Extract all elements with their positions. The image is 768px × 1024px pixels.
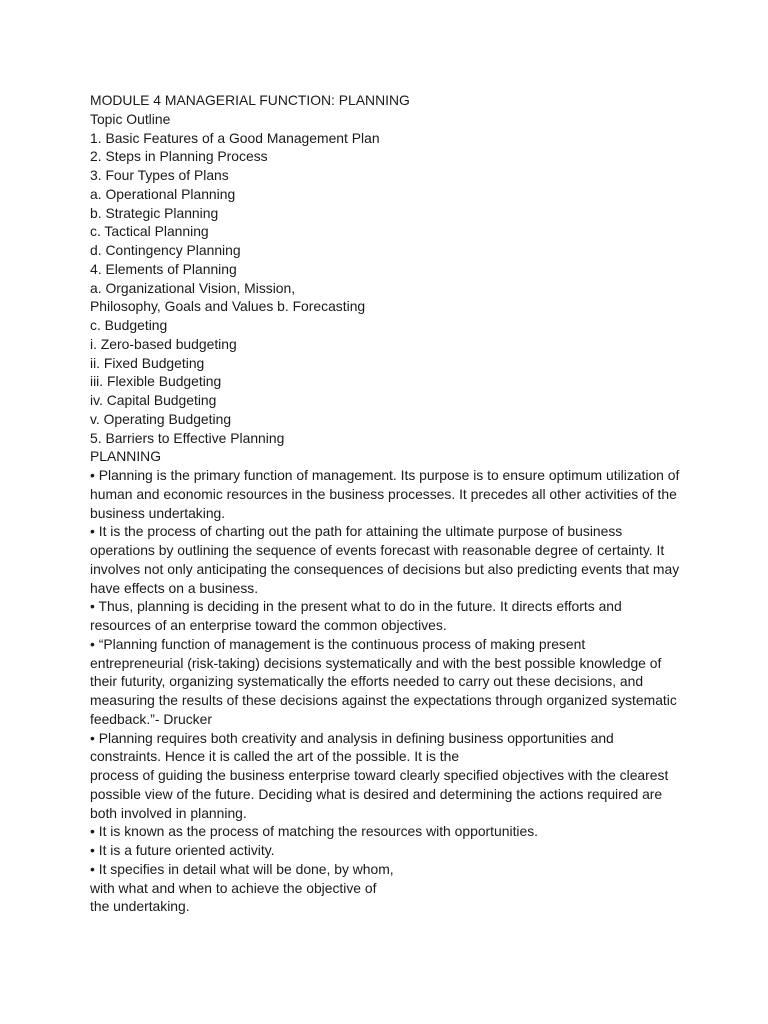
body-line: with what and when to achieve the objective of	[90, 879, 377, 896]
outline-subitem: c. Tactical Planning	[90, 223, 209, 240]
body-line: constraints. Hence it is called the art of the possible. It is the	[90, 748, 460, 765]
body-line: both involved in planning.	[90, 804, 247, 821]
body-line: the undertaking.	[90, 898, 190, 915]
outline-item: 4. Elements of Planning	[90, 260, 237, 277]
outline-subitem: a. Operational Planning	[90, 185, 236, 202]
section-heading-planning: PLANNING	[90, 448, 162, 465]
outline-subsubitem: ii. Fixed Budgeting	[90, 354, 205, 371]
outline-item: 1. Basic Features of a Good Management Plan	[90, 129, 380, 146]
outline-subsubitem: v. Operating Budgeting	[90, 410, 232, 427]
body-line: • Thus, planning is deciding in the present what to do in the future. It directs efforts and	[90, 598, 622, 615]
body-line: operations by outlining the sequence of events forecast with reasonable degree of certainty. It	[90, 542, 665, 558]
outline-subitem: c. Budgeting	[90, 317, 168, 333]
body-line: business undertaking.	[90, 504, 226, 521]
body-line: involves not only anticipating the consequences of decisions but also predicting events that may	[90, 560, 680, 577]
outline-subsubitem: i. Zero-based budgeting	[90, 335, 237, 352]
body-line: feedback.”- Drucker	[90, 710, 212, 727]
outline-subitem: a. Organizational Vision, Mission,	[90, 279, 296, 296]
outline-subsubitem: iv. Capital Budgeting	[90, 392, 217, 408]
body-line: have effects on a business.	[90, 579, 259, 596]
module-title: MODULE 4 MANAGERIAL FUNCTION: PLANNING	[90, 92, 410, 108]
outline-item: 5. Barriers to Effective Planning	[90, 429, 285, 446]
body-line: measuring the results of these decisions against the expectations through organized systematic	[90, 692, 677, 708]
body-line: • Planning is the primary function of management. Its purpose is to ensure optimum utilization of	[90, 467, 680, 483]
body-line: • It specifies in detail what will be done, by whom,	[90, 860, 394, 877]
outline-item: 3. Four Types of Plans	[90, 167, 229, 183]
document-page	[90, 91, 690, 916]
outline-subitem: b. Strategic Planning	[90, 204, 219, 221]
outline-subitem: d. Contingency Planning	[90, 242, 241, 258]
outline-subitem: Philosophy, Goals and Values b. Forecasting	[90, 298, 366, 315]
body-line: process of guiding the business enterprise toward clearly specified objectives with the clearest	[90, 767, 669, 783]
body-line: • It is the process of charting out the path for attaining the ultimate purpose of business	[90, 523, 623, 540]
body-line: human and economic resources in the business processes. It precedes all other activities of the	[90, 485, 677, 502]
body-line: • It is a future oriented activity.	[90, 842, 275, 858]
body-line: possible view of the future. Deciding what is desired and determining the actions required are	[90, 785, 663, 802]
outline-subsubitem: iii. Flexible Budgeting	[90, 373, 222, 390]
body-line: entrepreneurial (risk-taking) decisions systematically and with the best possible knowledge of	[90, 654, 662, 671]
outline-item: 2. Steps in Planning Process	[90, 148, 268, 165]
body-line: their futurity, organizing systematically the efforts needed to carry out these decisions, and	[90, 673, 644, 690]
body-line: resources of an enterprise toward the common objectives.	[90, 617, 447, 633]
topic-outline-heading: Topic Outline	[90, 110, 171, 127]
body-line: • It is known as the process of matching the resources with opportunities.	[90, 823, 539, 840]
body-line: • “Planning function of management is the continuous process of making present	[90, 635, 586, 652]
body-line: • Planning requires both creativity and analysis in defining business opportunities and	[90, 729, 614, 746]
